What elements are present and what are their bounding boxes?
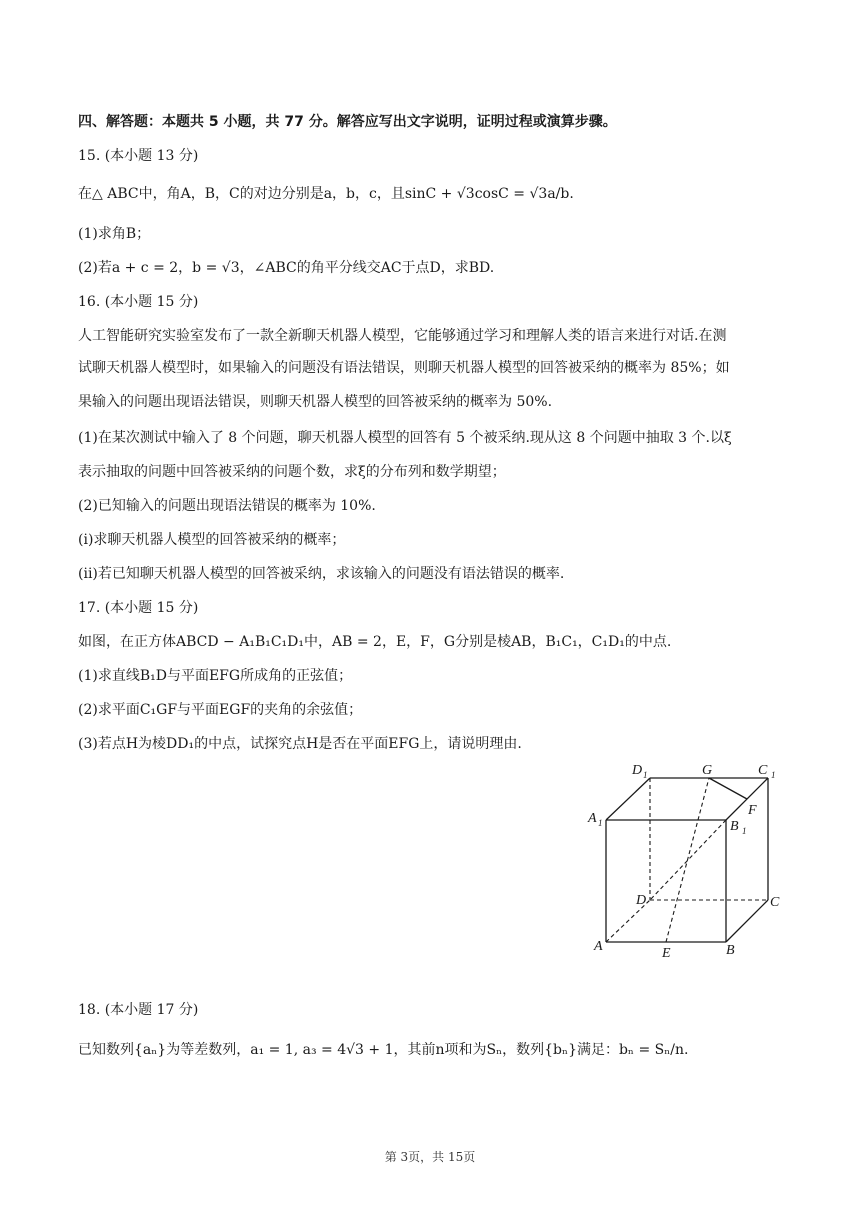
label-b1: B — [730, 819, 739, 834]
label-c: C — [770, 895, 780, 910]
label-a: A — [594, 939, 603, 954]
segment-g-f — [709, 778, 747, 799]
q16-part2-i: (i)求聊天机器人模型的回答被采纳的概率； — [78, 532, 346, 548]
q17-part3: (3)若点H为棱DD₁的中点，试探究点H是否在平面EFG上，请说明理由. — [78, 736, 522, 752]
edge-b-c — [726, 900, 768, 942]
label-c1-sub: 1 — [771, 770, 776, 780]
q16-part2: (2)已知输入的问题出现语法错误的概率为 10%. — [78, 498, 376, 514]
label-g: G — [702, 763, 713, 778]
q15-title: 15. (本小题 13 分) — [78, 148, 199, 164]
q16-stem-line3: 果输入的问题出现语法错误，则聊天机器人模型的回答被采纳的概率为 50%. — [78, 394, 553, 410]
label-d1-sub: 1 — [643, 770, 648, 780]
segment-e-g — [666, 778, 709, 942]
q16-part2-ii: (ii)若已知聊天机器人模型的回答被采纳，求该输入的问题没有语法错误的概率. — [78, 566, 565, 582]
label-d: D — [636, 893, 647, 908]
q17-part1: (1)求直线B₁D与平面EFG所成角的正弦值； — [78, 668, 353, 684]
label-f: F — [748, 803, 757, 818]
q17-part2: (2)求平面C₁GF与平面EGF的夹角的余弦值； — [78, 702, 363, 718]
q15-part1: (1)求角B； — [78, 226, 151, 242]
q16-part1-line2: 表示抽取的问题中回答被采纳的问题个数，求ξ的分布列和数学期望； — [78, 464, 506, 480]
q17-stem: 如图，在正方体ABCD − A₁B₁C₁D₁中，AB = 2，E，F，G分别是棱AB，B₁C₁，C₁D₁的中点. — [78, 634, 672, 650]
label-e: E — [662, 946, 671, 961]
section-header: 四、解答题：本题共 5 小题，共 77 分。解答应写出文字说明，证明过程或演算步骤。 — [78, 114, 617, 130]
q16-title: 16. (本小题 15 分) — [78, 294, 199, 310]
q16-stem-line2: 试聊天机器人模型时，如果输入的问题没有语法错误，则聊天机器人模型的回答被采纳的概率为 85%；如 — [78, 360, 730, 376]
q15-part2: (2)若a + c = 2，b = √3，∠ABC的角平分线交AC于点D，求BD. — [78, 260, 495, 276]
label-a1: A — [588, 811, 597, 826]
label-c1: C — [758, 763, 768, 778]
label-a1-sub: 1 — [598, 818, 603, 828]
label-d1: D — [632, 763, 643, 778]
q16-stem-line1: 人工智能研究实验室发布了一款全新聊天机器人模型，它能够通过学习和理解人类的语言来进行对话.在测 — [78, 328, 727, 344]
page-footer: 第 3页，共 15页 — [384, 1150, 476, 1164]
q18-title: 18. (本小题 17 分) — [78, 1002, 199, 1018]
q17-title: 17. (本小题 15 分) — [78, 600, 199, 616]
cube-figure — [580, 758, 790, 968]
q18-stem: 已知数列{aₙ}为等差数列，a₁ = 1, a₃ = 4√3 + 1，其前n项和为Sₙ，数列{bₙ}满足：bₙ = Sₙ/n. — [78, 1042, 689, 1058]
label-b: B — [726, 943, 735, 958]
q15-stem: 在△ ABC中，角A，B，C的对边分别是a，b，c，且sinC + √3cosC = √3a/b. — [78, 186, 574, 202]
edge-a1-d1 — [606, 778, 650, 820]
label-b1-sub: 1 — [742, 826, 747, 836]
q16-part1-line1: (1)在某次测试中输入了 8 个问题，聊天机器人模型的回答有 5 个被采纳.现从这 8 个问题中抽取 3 个.以ξ — [78, 430, 732, 446]
